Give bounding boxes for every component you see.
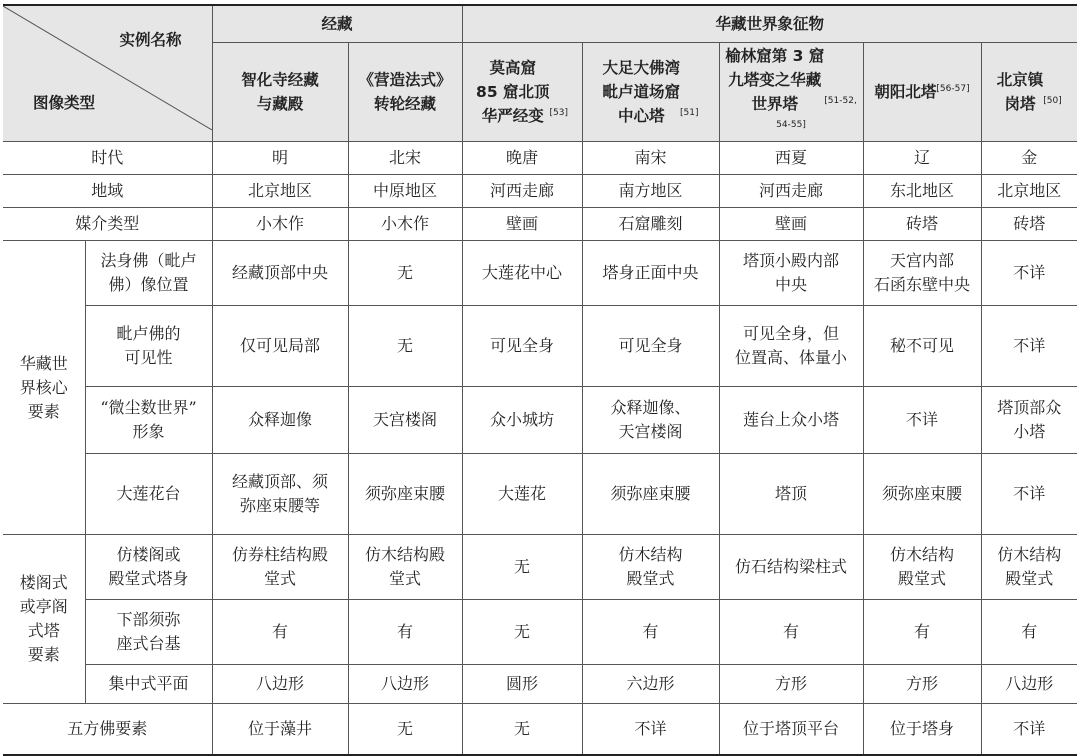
- row-label: 地域: [3, 175, 212, 208]
- row-label: “微尘数世界” 形象: [85, 387, 212, 454]
- table-cell: 辽: [863, 142, 981, 175]
- table-cell: 不详: [981, 454, 1077, 535]
- table-cell: 塔顶部众 小塔: [981, 387, 1077, 454]
- table-cell: 石窟雕刻: [582, 208, 719, 241]
- table-cell: 不详: [981, 241, 1077, 306]
- table-cell: 位于藻井: [212, 704, 348, 756]
- table-cell: 仿木结构 殿堂式: [582, 535, 719, 600]
- row-label: 法身佛（毗卢 佛）像位置: [85, 241, 212, 306]
- table-cell: 砖塔: [863, 208, 981, 241]
- table-cell: 仿石结构梁柱式: [719, 535, 863, 600]
- header-col-3: 莫高窟 85 窟北顶 华严经变 [53]: [462, 43, 582, 142]
- row-label: 毗卢佛的 可见性: [85, 306, 212, 387]
- table-cell: 北京地区: [212, 175, 348, 208]
- row-label: 集中式平面: [85, 665, 212, 704]
- table-cell: 塔顶小殿内部 中央: [719, 241, 863, 306]
- table-cell: 大莲花中心: [462, 241, 582, 306]
- header-col-6: 朝阳北塔[56-57]: [863, 43, 981, 142]
- table-cell: 仅可见局部: [212, 306, 348, 387]
- table-cell: 明: [212, 142, 348, 175]
- header-group-sutra-cabinet: 经藏: [212, 5, 462, 43]
- table-cell: 中原地区: [348, 175, 462, 208]
- table-row: [3, 704, 1077, 756]
- table-cell: 方形: [719, 665, 863, 704]
- table-cell: 有: [212, 600, 348, 665]
- table-cell: 西夏: [719, 142, 863, 175]
- header-col-4-ref: [51]: [680, 107, 699, 118]
- table-row: [3, 454, 1077, 535]
- table-cell: 北京地区: [981, 175, 1077, 208]
- table-cell: 无: [348, 241, 462, 306]
- table-row: [3, 387, 1077, 454]
- table-cell: 不详: [981, 306, 1077, 387]
- table-row: [3, 175, 1077, 208]
- table-cell: 有: [582, 600, 719, 665]
- table-cell: 须弥座束腰: [863, 454, 981, 535]
- table-row: [3, 535, 1077, 600]
- group-label-core-elements: 华藏世 界核心 要素: [3, 241, 85, 535]
- table-cell: 经藏顶部中央: [212, 241, 348, 306]
- table-cell: 位于塔顶平台: [719, 704, 863, 756]
- table-row: [3, 600, 1077, 665]
- header-col-5-ref: [51-52, 54-55]: [776, 95, 857, 130]
- header-col-7: 北京镇 岗塔 [50]: [981, 43, 1077, 142]
- table-cell: 可见全身: [462, 306, 582, 387]
- table-cell: 秘不可见: [863, 306, 981, 387]
- table-cell: 仿券柱结构殿 堂式: [212, 535, 348, 600]
- header-col-3-ref: [53]: [549, 107, 568, 118]
- header-col-4: 大足大佛湾 毗卢道场窟 中心塔 [51]: [582, 43, 719, 142]
- table-cell: 有: [863, 600, 981, 665]
- table-cell: 北宋: [348, 142, 462, 175]
- group-label-pagoda-elements: 楼阁式 或亭阁 式塔 要素: [3, 535, 85, 704]
- comparison-table: [3, 4, 1077, 756]
- table-row: [3, 241, 1077, 306]
- table-row: [3, 142, 1077, 175]
- table-cell: 无: [462, 600, 582, 665]
- corner-label-image-type: 图像类型: [33, 94, 96, 112]
- table-cell: 小木作: [212, 208, 348, 241]
- table-cell: 有: [348, 600, 462, 665]
- table-cell: 无: [462, 704, 582, 756]
- table-cell: 金: [981, 142, 1077, 175]
- row-label: 大莲花台: [85, 454, 212, 535]
- table-cell: 众释迦像、 天宫楼阁: [582, 387, 719, 454]
- table-cell: 塔身正面中央: [582, 241, 719, 306]
- header-col-6-ref: [56-57]: [936, 83, 970, 94]
- table-cell: 众小城坊: [462, 387, 582, 454]
- table-row: [3, 208, 1077, 241]
- table-row: [3, 306, 1077, 387]
- table-cell: 壁画: [719, 208, 863, 241]
- table-cell: 位于塔身: [863, 704, 981, 756]
- table-cell: 晚唐: [462, 142, 582, 175]
- table-cell: 不详: [582, 704, 719, 756]
- table-cell: 不详: [863, 387, 981, 454]
- table-cell: 壁画: [462, 208, 582, 241]
- table-cell: 众释迦像: [212, 387, 348, 454]
- table-cell: 仿木结构 殿堂式: [863, 535, 981, 600]
- table-cell: 南方地区: [582, 175, 719, 208]
- table-cell: 六边形: [582, 665, 719, 704]
- table-container: [3, 4, 1077, 756]
- table-cell: 圆形: [462, 665, 582, 704]
- table-cell: 八边形: [348, 665, 462, 704]
- table-cell: 天宫楼阁: [348, 387, 462, 454]
- row-label: 媒介类型: [3, 208, 212, 241]
- table-cell: 天宫内部 石函东壁中央: [863, 241, 981, 306]
- table-cell: 有: [719, 600, 863, 665]
- row-label: 仿楼阁或 殿堂式塔身: [85, 535, 212, 600]
- table-cell: 仿木结构 殿堂式: [981, 535, 1077, 600]
- table-cell: 东北地区: [863, 175, 981, 208]
- corner-label-instance: 实例名称: [119, 31, 182, 49]
- table-cell: 八边形: [212, 665, 348, 704]
- table-cell: 可见全身，但 位置高、体量小: [719, 306, 863, 387]
- table-cell: 无: [462, 535, 582, 600]
- table-cell: 无: [348, 704, 462, 756]
- table-cell: 河西走廊: [462, 175, 582, 208]
- table-cell: 河西走廊: [719, 175, 863, 208]
- header-col-1: 智化寺经藏 与藏殿: [212, 43, 348, 142]
- table-cell: 八边形: [981, 665, 1077, 704]
- table-cell: 须弥座束腰: [582, 454, 719, 535]
- table-cell: 无: [348, 306, 462, 387]
- row-label: 五方佛要素: [3, 704, 212, 756]
- header-corner-cell: [3, 5, 212, 142]
- table-cell: 小木作: [348, 208, 462, 241]
- row-label: 下部须弥 座式台基: [85, 600, 212, 665]
- table-cell: 塔顶: [719, 454, 863, 535]
- table-cell: 不详: [981, 704, 1077, 756]
- header-col-5: 榆林窟第 3 窟 九塔变之华藏 世界塔 [51-52, 54-55]: [719, 43, 863, 142]
- table-cell: 砖塔: [981, 208, 1077, 241]
- table-cell: 莲台上众小塔: [719, 387, 863, 454]
- header-col-7-ref: [50]: [1043, 95, 1062, 106]
- table-cell: 须弥座束腰: [348, 454, 462, 535]
- table-cell: 经藏顶部、须 弥座束腰等: [212, 454, 348, 535]
- table-row: [3, 665, 1077, 704]
- table-cell: 仿木结构殿 堂式: [348, 535, 462, 600]
- header-group-huazang-symbols: 华藏世界象征物: [462, 5, 1077, 43]
- row-label: 时代: [3, 142, 212, 175]
- header-col-2: 《营造法式》 转轮经藏: [348, 43, 462, 142]
- table-cell: 方形: [863, 665, 981, 704]
- table-cell: 可见全身: [582, 306, 719, 387]
- table-cell: 南宋: [582, 142, 719, 175]
- table-cell: 有: [981, 600, 1077, 665]
- table-cell: 大莲花: [462, 454, 582, 535]
